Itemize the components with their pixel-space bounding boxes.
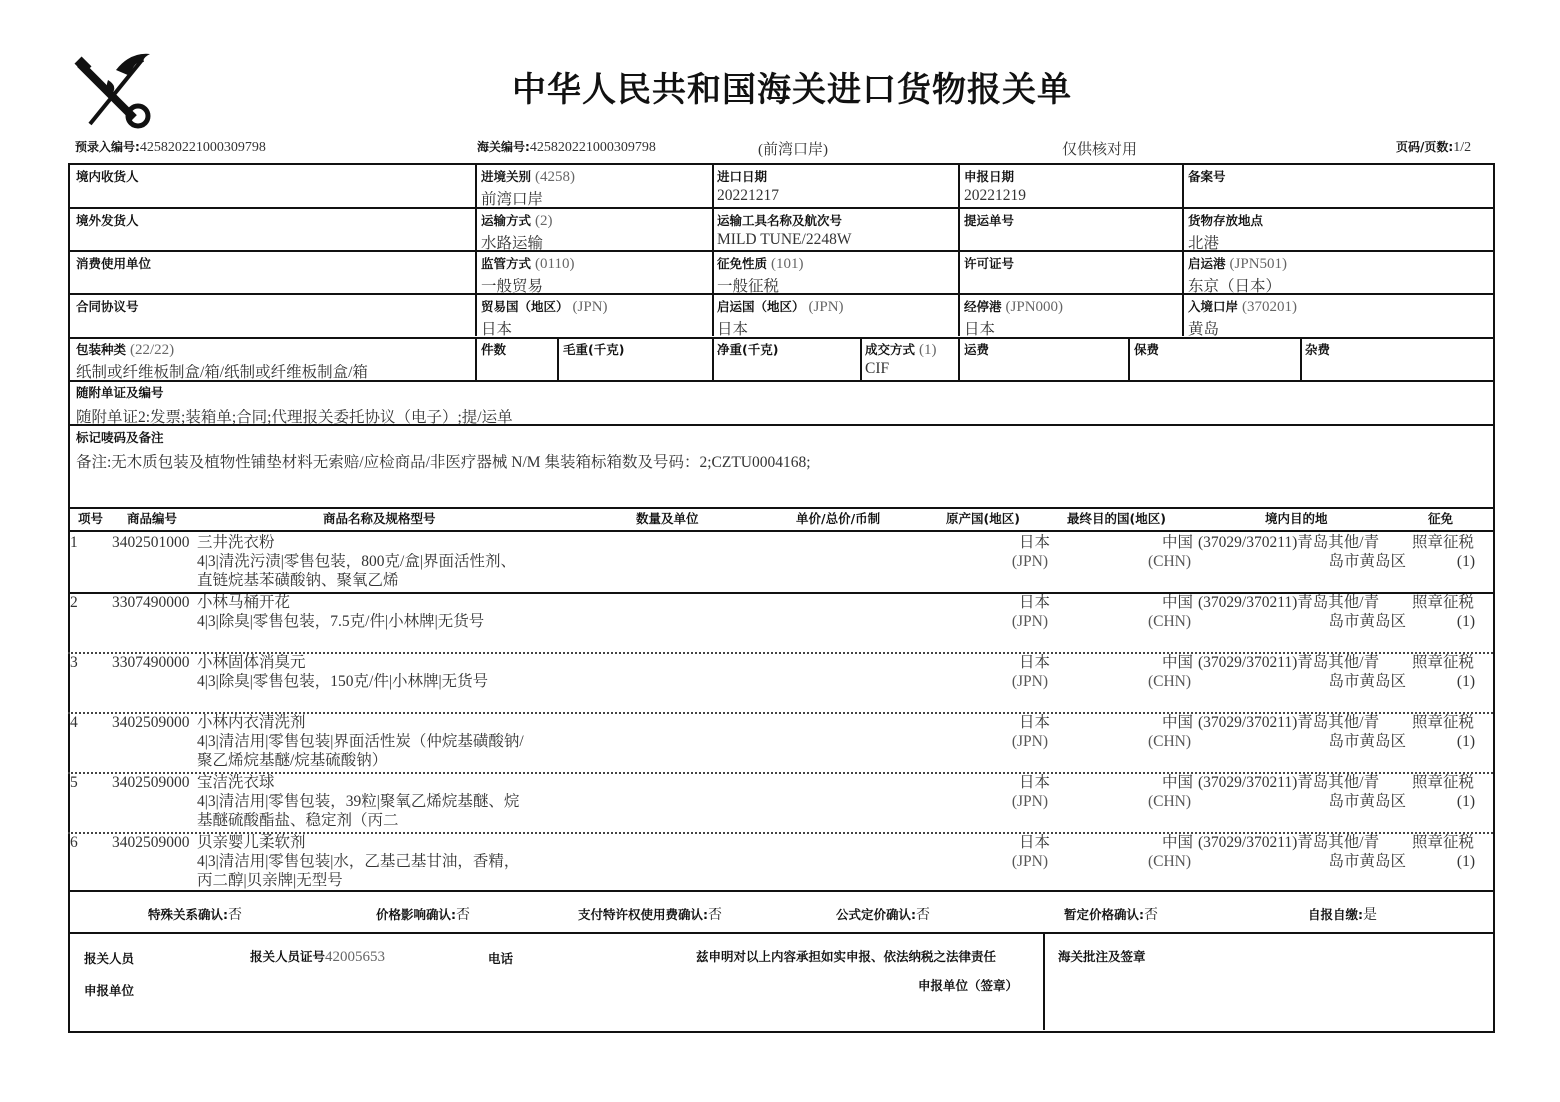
divider-line: [68, 337, 1493, 339]
record-no-label-text: 备案号: [1188, 169, 1226, 184]
consignor-label: [76, 211, 139, 229]
transport-mode-code: (2): [535, 213, 553, 229]
departure-port-value: 东京（日本）: [1188, 278, 1282, 295]
import-date-value: 20221217: [717, 187, 779, 204]
item-domestic-destination-2: 岛市黄岛区: [1328, 853, 1406, 870]
item-no: 3: [70, 654, 78, 671]
divider-line: [68, 652, 1493, 654]
bill-of-lading-label: [964, 211, 1014, 229]
item-hs-code: 3402509000: [112, 774, 190, 791]
item-name: 小林马桶开花: [197, 594, 291, 611]
divider-line: [1182, 207, 1184, 250]
divider-line: [475, 337, 477, 380]
deal-mode-value: CIF: [865, 360, 890, 377]
pieces-label-text: 件数: [481, 342, 507, 357]
confirmation-value: 否: [456, 908, 470, 923]
item-origin: 日本: [1018, 654, 1050, 671]
items-header-origin: 原产国(地区): [946, 511, 1020, 526]
confirmation-value: 否: [708, 908, 722, 923]
items-header-qty: 数量及单位: [636, 511, 699, 526]
supervision-mode-label: [481, 254, 574, 273]
declarant-id-value: 42005653: [325, 949, 386, 965]
customs-number: 海关编号:425820221000309798: [477, 140, 656, 155]
item-levy: 照章征税: [1412, 594, 1475, 611]
item-destination-code: (CHN): [1147, 613, 1191, 630]
item-origin-code: (JPN): [1011, 733, 1048, 750]
declaring-unit-seal-label: 申报单位（签章）: [918, 978, 1019, 993]
customs-approval-label: 海关批注及签章: [1058, 949, 1146, 964]
item-domestic-destination: (37029/370211)青岛其他/青: [1198, 594, 1380, 611]
item-origin: 日本: [1018, 834, 1050, 851]
item-domestic-destination: (37029/370211)青岛其他/青: [1198, 534, 1380, 551]
entry-customs-value: 前湾口岸: [481, 191, 544, 208]
item-destination-code: (CHN): [1147, 553, 1191, 570]
confirmation-value: 否: [1144, 908, 1158, 923]
item-spec: 直链烷基苯磺酸钠、聚氧乙烯: [197, 572, 399, 589]
items-header-no: 项号: [78, 511, 104, 526]
supervision-mode-value: 一般贸易: [481, 278, 544, 295]
item-levy-code: (1): [1456, 733, 1475, 750]
item-spec: 4|3|清洁用|零售包装，39粒|聚氧乙烯烷基醚、烷: [197, 793, 520, 810]
declare-date-label: [964, 167, 1014, 185]
item-origin-code: (JPN): [1011, 673, 1048, 690]
confirmation-label: 公式定价确认:: [836, 907, 916, 922]
bill-of-lading-label-text: 提运单号: [964, 213, 1015, 228]
trade-country-label-text: 贸易国（地区）: [481, 299, 569, 314]
storage-location-label: [1188, 211, 1263, 229]
levy-nature-label: [717, 254, 804, 273]
levy-nature-value: 一般征税: [717, 278, 780, 295]
license-no-label-text: 许可证号: [964, 256, 1015, 271]
transport-mode-value: 水路运输: [481, 235, 544, 252]
document-title: 中华人民共和国海关进口货物报关单: [512, 70, 1072, 110]
item-domestic-destination-2: 岛市黄岛区: [1328, 613, 1406, 630]
divider-line: [557, 337, 559, 380]
misc-fee-label: [1305, 340, 1330, 358]
confirmation-4: [836, 904, 930, 924]
departure-country-label-text: 启运国（地区）: [717, 299, 805, 314]
check-only-note: 仅供核对用: [1062, 142, 1138, 158]
confirmation-value: 否: [916, 908, 930, 923]
contract-no-label-text: 合同协议号: [76, 299, 139, 314]
item-destination: 中国: [1161, 594, 1193, 611]
divider-line: [68, 592, 1493, 594]
transit-port-label-text: 经停港: [964, 299, 1002, 314]
items-header-destination: 最终目的国(地区): [1067, 511, 1166, 526]
item-origin: 日本: [1018, 774, 1050, 791]
item-hs-code: 3402509000: [112, 714, 190, 731]
package-type-code: (22/22): [130, 342, 175, 358]
levy-nature-code: (101): [771, 256, 804, 272]
phone-label: 电话: [488, 951, 514, 966]
departure-country-value: 日本: [717, 321, 749, 338]
item-levy: 照章征税: [1412, 834, 1475, 851]
misc-fee-label-text: 杂费: [1305, 342, 1331, 357]
departure-port-label-text: 启运港: [1188, 256, 1226, 271]
item-spec: 4|3|除臭|零售包装，7.5克/件|小林牌|无货号: [197, 613, 485, 630]
confirmation-label: 暂定价格确认:: [1064, 907, 1144, 922]
items-header-domestic: 境内目的地: [1265, 511, 1328, 526]
divider-line: [475, 293, 477, 336]
confirmation-6: [1308, 904, 1377, 924]
divider-line: [1043, 932, 1045, 1030]
item-name: 贝亲婴儿柔软剂: [197, 834, 306, 851]
divider-line: [958, 163, 960, 207]
item-spec: 4|3|除臭|零售包装，150克/件|小林牌|无货号: [197, 673, 489, 690]
entry-customs-code: (4258): [535, 169, 576, 185]
transit-port-code: (JPN000): [1005, 299, 1064, 315]
record-no-label: [1188, 167, 1226, 185]
insurance-label-text: 保费: [1134, 342, 1160, 357]
item-domestic-destination-2: 岛市黄岛区: [1328, 673, 1406, 690]
deal-mode-label-text: 成交方式: [865, 342, 916, 357]
item-levy-code: (1): [1456, 553, 1475, 570]
declaring-unit-label: 申报单位: [84, 983, 135, 998]
divider-line: [68, 530, 1493, 532]
item-hs-code: 3307490000: [112, 594, 190, 611]
levy-nature-label-text: 征免性质: [717, 256, 768, 271]
vessel-voyage-label: [717, 211, 842, 229]
item-no: 1: [70, 534, 78, 551]
confirmation-value: 否: [228, 908, 242, 923]
item-domestic-destination-2: 岛市黄岛区: [1328, 553, 1406, 570]
item-spec: 4|3|清洁用|零售包装|水，乙基己基甘油，香精，: [197, 853, 520, 870]
trade-country-value: 日本: [481, 321, 513, 338]
item-spec: 4|3|清洗污渍|零售包装，800克/盒|界面活性剂、: [197, 553, 516, 570]
items-header-code: 商品编号: [127, 511, 178, 526]
item-name: 小林内衣清洗剂: [197, 714, 306, 731]
contract-no-label: [76, 297, 139, 315]
entry-port-code: (370201): [1242, 299, 1298, 315]
declare-date-label-text: 申报日期: [964, 169, 1015, 184]
divider-line: [68, 712, 1493, 714]
divider-line: [68, 932, 1493, 934]
item-domestic-destination-2: 岛市黄岛区: [1328, 793, 1406, 810]
item-destination-code: (CHN): [1147, 733, 1191, 750]
item-hs-code: 3402509000: [112, 834, 190, 851]
entry-port-value: 黄岛: [1188, 321, 1220, 338]
departure-port-code: (JPN501): [1229, 256, 1288, 272]
import-date-label-text: 进口日期: [717, 169, 768, 184]
confirmation-label: 支付特许权使用费确认:: [578, 907, 708, 922]
divider-line: [475, 163, 477, 207]
item-no: 5: [70, 774, 78, 791]
divider-line: [712, 207, 714, 250]
trade-country-code: (JPN): [572, 299, 608, 315]
item-origin-code: (JPN): [1011, 793, 1048, 810]
item-no: 4: [70, 714, 78, 731]
confirmation-label: 自报自缴:: [1308, 907, 1363, 922]
deal-mode-code: (1): [919, 342, 937, 358]
confirmation-3: [578, 904, 722, 924]
confirmation-label: 价格影响确认:: [376, 907, 456, 922]
item-origin: 日本: [1018, 714, 1050, 731]
consignor-label-text: 境外发货人: [76, 213, 139, 228]
attached-documents-value: 随附单证2:发票;装箱单;合同;代理报关委托协议（电子）;提/运单: [76, 409, 513, 426]
item-origin-code: (JPN): [1011, 553, 1048, 570]
divider-line: [1128, 337, 1130, 380]
item-levy-code: (1): [1456, 793, 1475, 810]
item-domestic-destination: (37029/370211)青岛其他/青: [1198, 654, 1380, 671]
consignee-label: [76, 167, 139, 185]
item-domestic-destination: (37029/370211)青岛其他/青: [1198, 834, 1380, 851]
divider-line: [958, 293, 960, 336]
divider-line: [712, 163, 714, 207]
item-spec: 4|3|清洁用|零售包装|界面活性炭（仲烷基磺酸钠/: [197, 733, 524, 750]
item-domestic-destination: (37029/370211)青岛其他/青: [1198, 714, 1380, 731]
page-number: 页码/页数:1/2: [1396, 140, 1472, 155]
confirmation-1: [148, 904, 242, 924]
item-destination-code: (CHN): [1147, 793, 1191, 810]
consumer-unit-label-text: 消费使用单位: [76, 256, 152, 271]
divider-line: [1300, 337, 1302, 380]
item-levy-code: (1): [1456, 613, 1475, 630]
items-header-levy: 征免: [1428, 511, 1454, 526]
remarks-label-text: 标记唛码及备注: [76, 430, 164, 445]
declarant-id-label: 报关人员证号: [250, 949, 326, 964]
item-destination-code: (CHN): [1147, 673, 1191, 690]
items-header-price: 单价/总价/币制: [796, 511, 881, 526]
license-no-label: [964, 254, 1014, 272]
declarant-id: [250, 947, 385, 966]
item-destination: 中国: [1161, 534, 1193, 551]
gross-weight-label: [563, 340, 624, 358]
vessel-voyage-value: MILD TUNE/2248W: [717, 231, 852, 248]
item-domestic-destination: (37029/370211)青岛其他/青: [1198, 774, 1380, 791]
freight-label-text: 运费: [964, 342, 990, 357]
item-levy: 照章征税: [1412, 774, 1475, 791]
item-levy: 照章征税: [1412, 714, 1475, 731]
package-type-label-text: 包装种类: [76, 342, 127, 357]
divider-line: [68, 832, 1493, 834]
package-type-value: 纸制或纤维板制盒/箱/纸制或纤维板制盒/箱: [76, 364, 368, 381]
item-levy-code: (1): [1456, 853, 1475, 870]
divider-line: [1182, 163, 1184, 207]
divider-line: [68, 890, 1493, 892]
confirmation-2: [376, 904, 470, 924]
item-levy: 照章征税: [1412, 654, 1475, 671]
divider-line: [712, 293, 714, 336]
item-spec: 聚乙烯烷基醚/烷基硫酸钠）: [197, 752, 388, 769]
net-weight-label: [717, 340, 778, 358]
item-levy-code: (1): [1456, 673, 1475, 690]
net-weight-label-text: 净重(千克): [717, 342, 779, 357]
consignee-label-text: 境内收货人: [76, 169, 139, 184]
divider-line: [712, 250, 714, 293]
customs-emblem-logo: [72, 50, 156, 132]
remarks-label: [76, 428, 164, 446]
divider-line: [1182, 250, 1184, 293]
consumer-unit-label: [76, 254, 151, 272]
entry-customs-label-text: 进境关别: [481, 169, 532, 184]
supervision-mode-code: (0110): [535, 256, 575, 272]
item-levy: 照章征税: [1412, 534, 1475, 551]
divider-line: [68, 772, 1493, 774]
item-destination-code: (CHN): [1147, 853, 1191, 870]
import-date-label: [717, 167, 767, 185]
confirmation-5: [1064, 904, 1158, 924]
gross-weight-label-text: 毛重(千克): [563, 342, 625, 357]
departure-port-label: [1188, 254, 1287, 273]
divider-line: [860, 337, 862, 380]
confirmation-label: 特殊关系确认:: [148, 907, 228, 922]
departure-country-label: [717, 297, 844, 316]
item-no: 2: [70, 594, 78, 611]
item-no: 6: [70, 834, 78, 851]
attached-documents-label-text: 随附单证及编号: [76, 385, 164, 400]
storage-location-label-text: 货物存放地点: [1188, 213, 1264, 228]
item-origin: 日本: [1018, 534, 1050, 551]
divider-line: [68, 207, 1493, 209]
items-header-name: 商品名称及规格型号: [323, 511, 436, 526]
item-hs-code: 3402501000: [112, 534, 190, 551]
item-name: 小林固体消臭元: [197, 654, 306, 671]
item-destination: 中国: [1161, 714, 1193, 731]
insurance-label: [1134, 340, 1159, 358]
item-spec: 基醚硫酸酯盐、稳定剂（丙二: [197, 812, 399, 829]
declarant-label: 报关人员: [84, 951, 135, 966]
divider-line: [1182, 293, 1184, 336]
package-type-label: [76, 340, 174, 359]
divider-line: [958, 250, 960, 293]
item-destination: 中国: [1161, 834, 1193, 851]
divider-line: [958, 337, 960, 380]
transport-mode-label: [481, 211, 553, 230]
entry-customs-label: [481, 167, 575, 186]
item-origin-code: (JPN): [1011, 853, 1048, 870]
item-name: 三井洗衣粉: [197, 534, 275, 551]
declare-date-value: 20221219: [964, 187, 1026, 204]
trade-country-label: [481, 297, 608, 316]
attached-documents-label: [76, 383, 164, 401]
pieces-label: [481, 340, 506, 358]
supervision-mode-label-text: 监管方式: [481, 256, 532, 271]
divider-line: [475, 207, 477, 250]
transit-port-value: 日本: [964, 321, 996, 338]
item-hs-code: 3307490000: [112, 654, 190, 671]
pre-entry-number: 预录入编号:425820221000309798: [75, 140, 266, 155]
storage-location-value: 北港: [1188, 235, 1220, 252]
vessel-voyage-label-text: 运输工具名称及航次号: [717, 213, 843, 228]
item-destination: 中国: [1161, 774, 1193, 791]
divider-line: [712, 337, 714, 380]
divider-line: [958, 207, 960, 250]
item-domestic-destination-2: 岛市黄岛区: [1328, 733, 1406, 750]
item-name: 宝洁洗衣球: [197, 774, 275, 791]
remarks-value: 备注:无木质包装及植物性铺垫材料无索赔/应检商品/非医疗器械 N/M 集装箱标箱数及号码：2;CZTU0004168;: [76, 454, 811, 471]
item-spec: 丙二醇|贝亲牌|无型号: [197, 872, 343, 889]
departure-country-code: (JPN): [808, 299, 844, 315]
transit-port-label: [964, 297, 1063, 316]
item-destination: 中国: [1161, 654, 1193, 671]
legal-statement: 兹申明对以上内容承担如实申报、依法纳税之法律责任: [696, 949, 997, 964]
divider-line: [475, 250, 477, 293]
confirmation-value: 是: [1363, 908, 1377, 923]
entry-port-label-text: 入境口岸: [1188, 299, 1239, 314]
deal-mode-label: [865, 340, 937, 359]
transport-mode-label-text: 运输方式: [481, 213, 532, 228]
divider-line: [68, 250, 1493, 252]
item-origin-code: (JPN): [1011, 613, 1048, 630]
entry-port-label: [1188, 297, 1297, 316]
port-note: (前湾口岸): [758, 142, 828, 158]
freight-label: [964, 340, 989, 358]
item-origin: 日本: [1018, 594, 1050, 611]
